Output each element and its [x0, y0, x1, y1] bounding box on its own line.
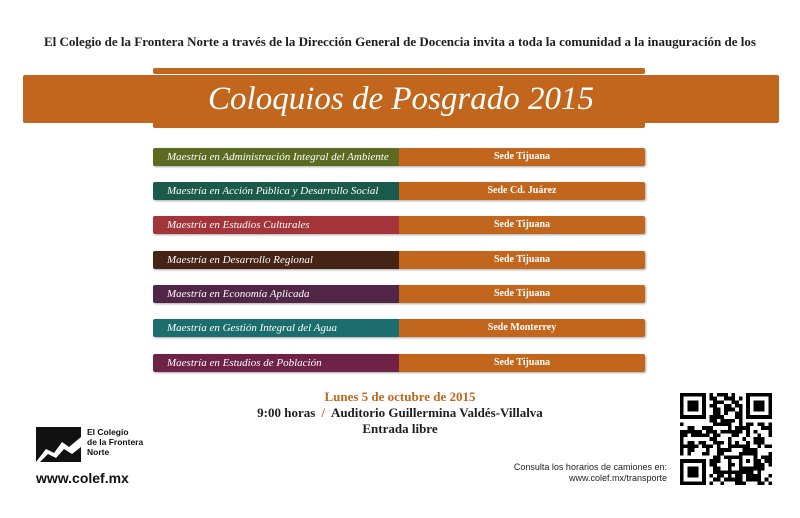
- event-place: Auditorio Guillermina Valdés-Villalva: [330, 405, 543, 420]
- transport-info: [514, 462, 667, 484]
- logo-line: El Colegio: [87, 427, 129, 437]
- event-title: Coloquios de Posgrado 2015: [208, 81, 594, 117]
- program-row: [153, 182, 645, 200]
- program-sede: Sede Tijuana: [399, 216, 645, 234]
- logo-text: [87, 427, 167, 457]
- website-link[interactable]: www.colef.mx: [36, 470, 129, 486]
- program-row: [153, 148, 645, 166]
- program-row: [153, 285, 645, 303]
- colef-logo-icon: [36, 427, 81, 462]
- event-entry: Entrada libre: [362, 421, 438, 436]
- program-sede: Sede Cd. Juárez: [399, 182, 645, 200]
- program-name: Maestría en Economía Aplicada: [153, 285, 399, 303]
- separator: /: [321, 405, 325, 420]
- program-row: [153, 216, 645, 234]
- program-name: Maestría en Administración Integral del Ambiente: [153, 148, 399, 166]
- logo-line: Norte: [87, 447, 110, 457]
- transport-caption: Consulta los horarios de camiones en:: [513, 462, 667, 472]
- program-row: [153, 354, 645, 372]
- logo-line: de la Frontera: [87, 437, 144, 447]
- program-sede: Sede Tijuana: [399, 148, 645, 166]
- program-sede: Sede Tijuana: [399, 251, 645, 269]
- program-name: Maestría en Gestión Integral del Agua: [153, 319, 399, 337]
- program-name: Maestría en Estudios de Población: [153, 354, 399, 372]
- transport-link[interactable]: www.colef.mx/transporte: [568, 473, 667, 483]
- program-sede: Sede Tijuana: [399, 285, 645, 303]
- banner-top-tab: [153, 68, 645, 74]
- event-date: Lunes 5 de octubre de 2015: [324, 389, 476, 404]
- program-name: Maestría en Acción Pública y Desarrollo Social: [153, 182, 399, 200]
- program-row: [153, 319, 645, 337]
- event-time: 9:00 horas: [257, 405, 316, 420]
- program-row: [153, 251, 645, 269]
- program-name: Maestría en Estudios Culturales: [153, 216, 399, 234]
- intro-text: El Colegio de la Frontera Norte a través de la Dirección General de Docencia invita a toda la comunidad a la inauguración de los: [44, 34, 756, 49]
- program-sede: Sede Monterrey: [399, 319, 645, 337]
- program-sede: Sede Tijuana: [399, 354, 645, 372]
- program-name: Maestría en Desarrollo Regional: [153, 251, 399, 269]
- qr-code-icon[interactable]: [680, 393, 772, 485]
